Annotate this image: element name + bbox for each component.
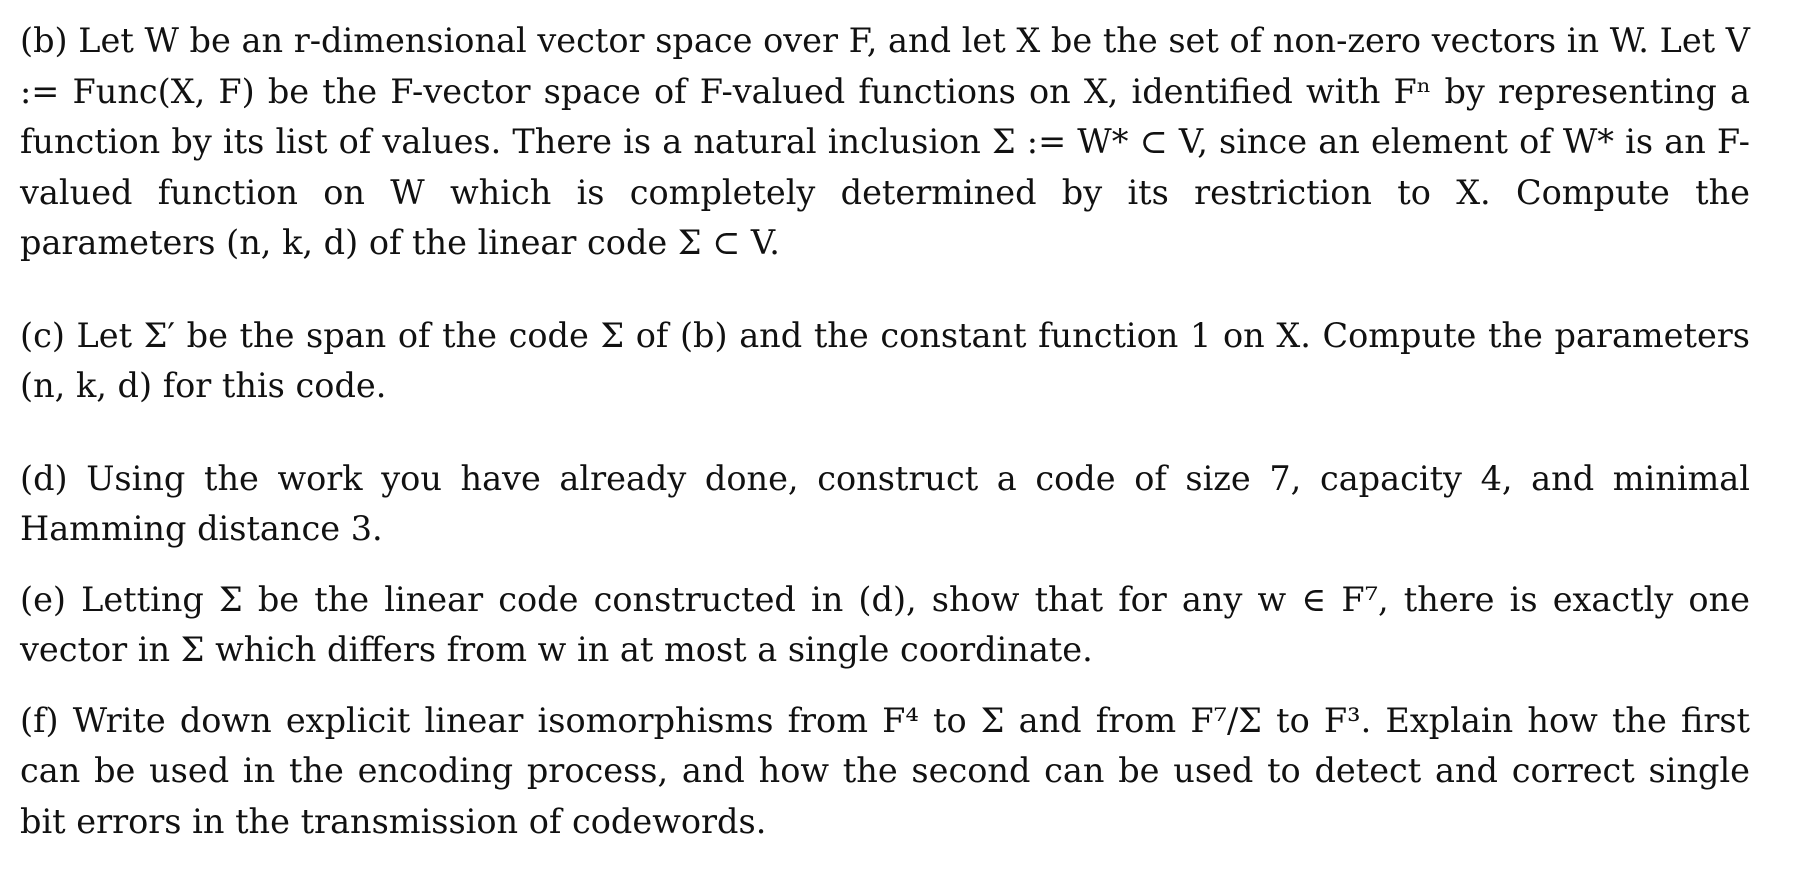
problem-f: (f) Write down explicit linear isomorphisms from F⁴ to Σ and from F⁷/Σ to F³. Explain how the first can be used in the encoding process, and how the second can be used to detect and correct single bit errors in the transmission of codewords.	[20, 700, 1750, 841]
problem-c: (c) Let Σ′ be the span of the code Σ of (b) and the constant function 1 on X. Compute the parameters (n, k, d) for this code.	[20, 315, 1750, 405]
problem-d: (d) Using the work you have already done, construct a code of size 7, capacity 4, and minimal Hamming distance 3.	[20, 458, 1750, 548]
problem-e: (e) Letting Σ be the linear code constructed in (d), show that for any w ∈ F⁷, there is exactly one vector in Σ which differs from w in at most a single coordinate.	[20, 579, 1750, 669]
problem-b: (b) Let W be an r-dimensional vector space over F, and let X be the set of non-zero vectors in W. Let V := Func(X, F) be the F-vector space of F-valued functions on X, identified with Fⁿ by representing a function by its list of values. There is a natural inclusion Σ := W* ⊂ V, since an element of W* is an F-valued function on W which is completely determined by its restriction to X. Compute the parameters (n, k, d) of the linear code Σ ⊂ V.	[20, 21, 1750, 262]
problem-set	[20, 16, 1750, 847]
